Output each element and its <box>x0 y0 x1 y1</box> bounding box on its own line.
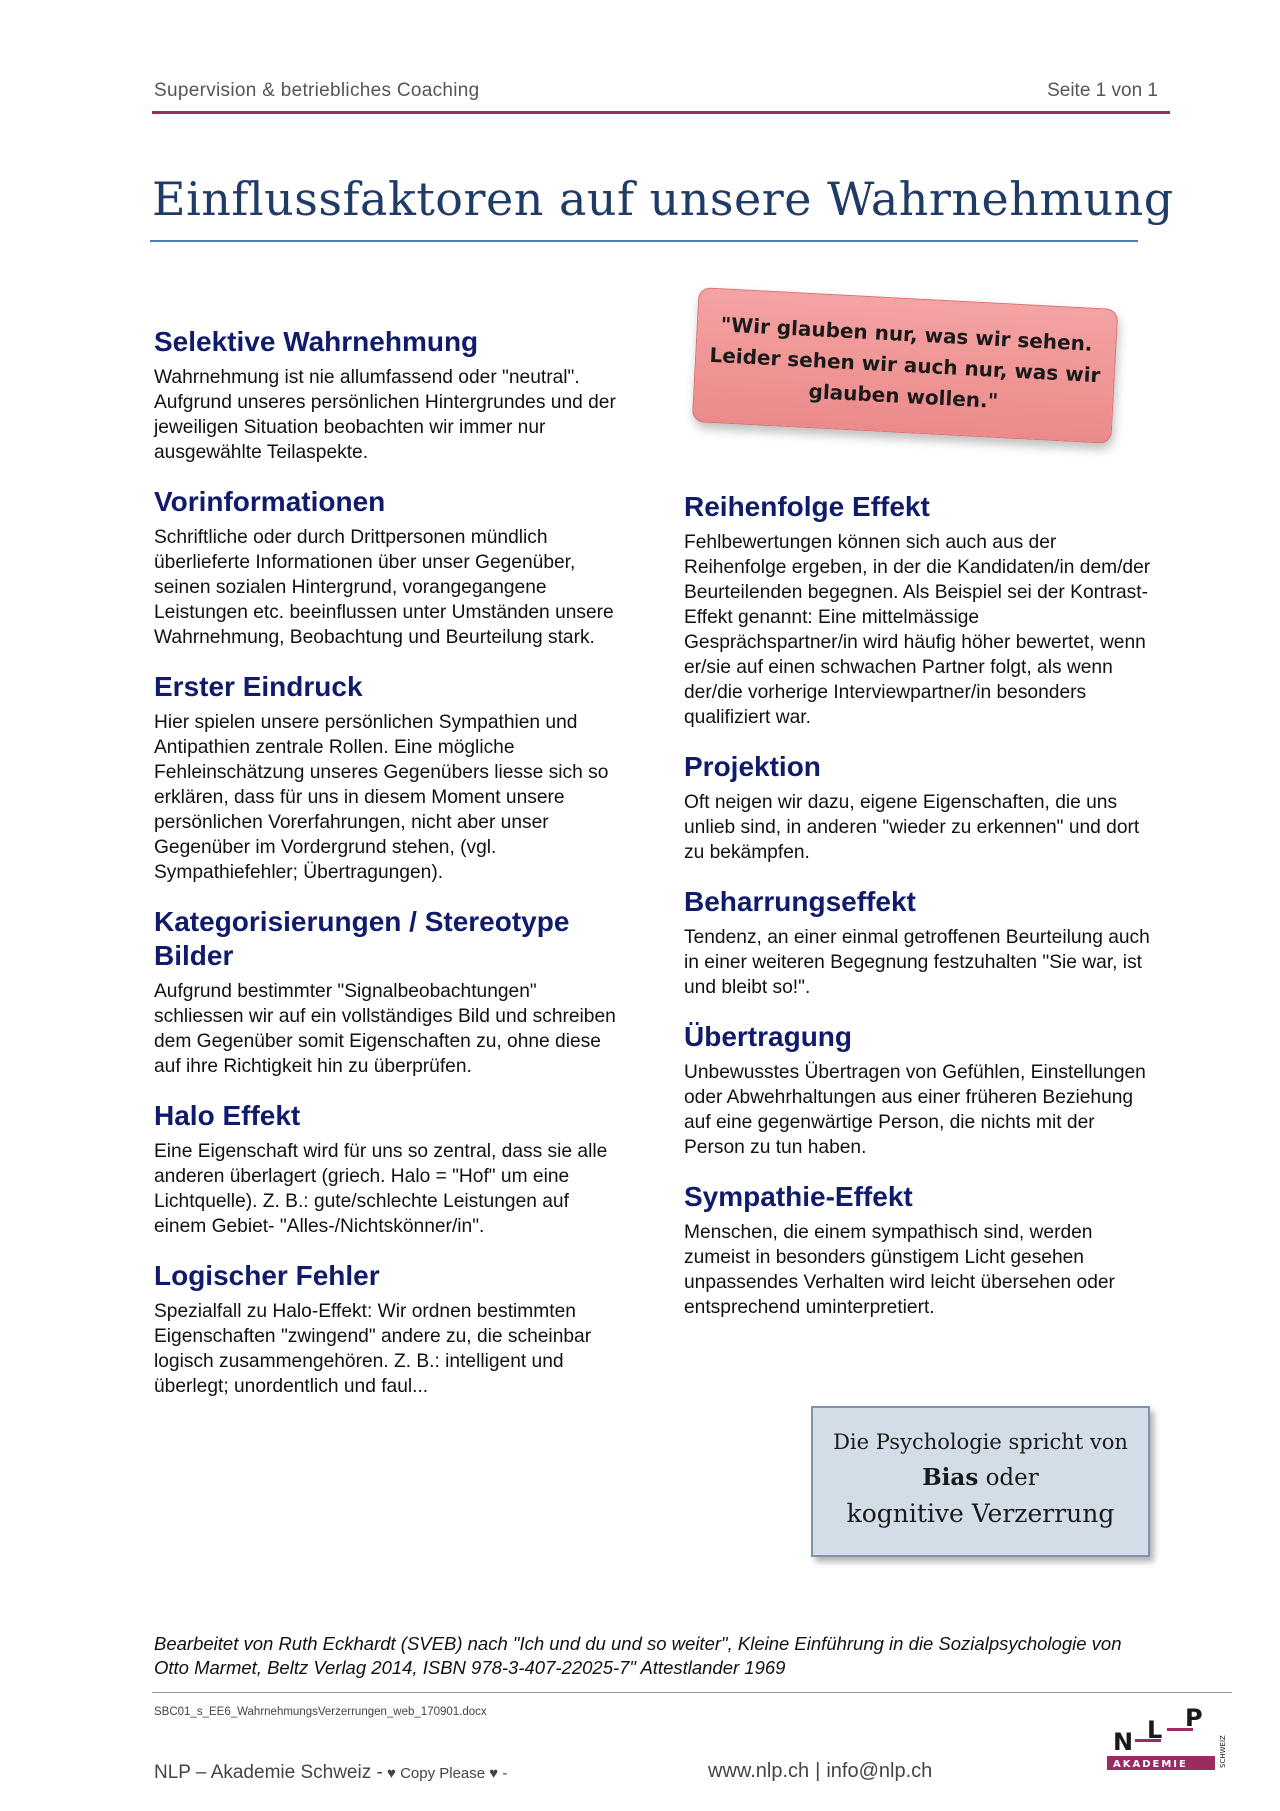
logo-side-text: SCHWEIZ <box>1219 1735 1227 1768</box>
section-text: Unbewusstes Übertragen von Gefühlen, Einstellungen oder Abwehrhaltungen aus einer früheren Beziehung auf eine gegenwärtige Person, die nichts mit der Person zu tun haben. <box>684 1062 1146 1158</box>
section-text: Spezialfall zu Halo-Effekt: Wir ordnen bestimmten Eigenschaften "zwingend" andere zu, die scheinbar logisch zusammengehören. Z. B.: intelligent und überlegt; unordentlich und faul... <box>154 1301 592 1397</box>
section-logischer-fehler <box>154 1259 624 1399</box>
section-heading: Erster Eindruck <box>154 671 363 702</box>
section-text: Schriftliche oder durch Drittpersonen mündlich überlieferte Informationen über unser Gegenüber, seinen sozialen Hintergrund, vorangegangene Leistungen etc. beeinflussen unter Umständen unsere Wahrnehmung, Beobachtung und Beurteilung stark. <box>154 527 614 648</box>
nlp-akademie-logo <box>1105 1706 1230 1776</box>
section-heading: Sympathie-Effekt <box>684 1181 913 1212</box>
section-heading: Übertragung <box>684 1021 852 1052</box>
quote-box <box>692 287 1118 444</box>
section-reihenfolge-effekt <box>684 490 1154 730</box>
section-sympathie-effekt <box>684 1180 1154 1320</box>
section-text: Tendenz, an einer einmal getroffenen Beurteilung auch in einer weiteren Begegnung festzuhalten "Sie war, ist und bleibt so!". <box>684 927 1150 998</box>
section-beharrungseffekt <box>684 885 1154 1000</box>
bias-line-2-rest: oder <box>978 1465 1039 1491</box>
email-link[interactable]: info@nlp.ch <box>826 1760 933 1782</box>
title-rule <box>150 240 1138 242</box>
footer-left <box>154 1762 507 1784</box>
footer-right <box>708 1760 940 1783</box>
header-rule <box>152 111 1170 114</box>
footer-rule <box>152 1692 1232 1693</box>
section-heading: Logischer Fehler <box>154 1260 380 1291</box>
section-erster-eindruck <box>154 670 624 885</box>
quote-text: "Wir glauben nur, was wir sehen. Leider sehen wir auch nur, was wir glauben wollen." <box>709 312 1102 413</box>
section-uebertragung <box>684 1020 1154 1160</box>
left-column <box>154 325 624 1419</box>
section-text: Hier spielen unsere persönlichen Sympathien und Antipathien zentrale Rollen. Eine mögliche Fehleinschätzung unseres Gegenübers liesse sich so erklären, dass für uns in diesem Moment unsere persönlichen Vorerfahrungen, nicht aber unser Gegenüber im Vordergrund stehen, (vgl. Sympathiefehler; Übertragungen). <box>154 712 609 883</box>
logo-letter-l: L <box>1147 1716 1163 1744</box>
page-title: Einflussfaktoren auf unsere Wahrnehmung <box>152 172 1174 226</box>
logo-letter-p: P <box>1185 1706 1203 1732</box>
right-column <box>684 490 1154 1340</box>
section-text: Eine Eigenschaft wird für uns so zentral, dass sie alle anderen überlagert (griech. Halo = "Hof" um eine Lichtquelle). Z. B.: gute/schlechte Leistungen auf einem Gebiet- "Alles-/Nichtskönner/in". <box>154 1141 608 1237</box>
page-number: Seite 1 von 1 <box>1047 80 1158 101</box>
bias-term: Bias <box>922 1464 979 1491</box>
bias-line-3: kognitive Verzerrung <box>846 1499 1115 1528</box>
section-heading: Reihenfolge Effekt <box>684 491 930 522</box>
footer-separator: | <box>815 1760 821 1782</box>
website-link[interactable]: www.nlp.ch <box>708 1760 810 1782</box>
credit-note: Bearbeitet von Ruth Eckhardt (SVEB) nach "Ich und du und so weiter", Kleine Einführung in die Sozialpsychologie von Otto Marmet, Beltz Verlag 2014, ISBN 978-3-407-22025-7" Attestlander 1969 <box>154 1633 1122 1678</box>
section-heading: Beharrungseffekt <box>684 886 916 917</box>
section-text: Fehlbewertungen können sich auch aus der Reihenfolge ergeben, in der die Kandidaten/in dem/der Beurteilenden begegnen. Als Beispiel sei der Kontrast-Effekt genannt: Eine mittelmässige Gesprächspartner/in wird häufig höher bewertet, wenn er/sie auf einen schwachen Partner folgt, als wenn der/die vorherige Interviewpartner/in besonders qualifiziert war. <box>684 532 1151 728</box>
bias-box <box>811 1406 1150 1557</box>
section-heading: Halo Effekt <box>154 1100 301 1131</box>
bias-line-1: Die Psychologie spricht von <box>833 1430 1128 1454</box>
section-kategorisierungen <box>154 905 624 1079</box>
section-heading: Projektion <box>684 751 821 782</box>
section-heading: Vorinformationen <box>154 486 386 517</box>
logo-letter-n: N <box>1113 1728 1134 1756</box>
header-left: Supervision & betriebliches Coaching <box>154 80 480 101</box>
bias-line-2 <box>813 1464 1148 1491</box>
section-text: Menschen, die einem sympathisch sind, werden zumeist in besonders günstigem Licht gesehen unpassendes Verhalten wird leicht übersehen oder entsprechend uminterpretiert. <box>684 1222 1115 1318</box>
section-vorinformationen <box>154 485 624 650</box>
section-selektive-wahrnehmung <box>154 325 624 465</box>
file-name: SBC01_s_EE6_WahrnehmungsVerzerrungen_web_170901.docx <box>154 1706 487 1718</box>
section-text: Aufgrund bestimmter "Signalbeobachtungen" schliessen wir auf ein vollständiges Bild und schreiben dem Gegenüber somit Eigenschaften zu, ohne diese auf ihre Richtigkeit hin zu überprüfen. <box>154 981 616 1077</box>
section-halo-effekt <box>154 1099 624 1239</box>
logo-band-text: AKADEMIE <box>1113 1759 1188 1770</box>
section-text: Oft neigen wir dazu, eigene Eigenschaften, die uns unlieb sind, in anderen "wieder zu erkennen" und dort zu bekämpfen. <box>684 792 1140 863</box>
footer-org: NLP – Akademie Schweiz - <box>154 1762 383 1783</box>
section-heading: Selektive Wahrnehmung <box>154 326 479 357</box>
section-heading: Kategorisierungen / Stereotype Bilder <box>154 906 570 971</box>
section-projektion <box>684 750 1154 865</box>
section-text: Wahrnehmung ist nie allumfassend oder "neutral". Aufgrund unseres persönlichen Hintergrundes und der jeweiligen Situation beobachten wir immer nur ausgewählte Teilaspekte. <box>154 367 616 463</box>
footer-copy-note: ♥ Copy Please ♥ - <box>382 1765 508 1782</box>
